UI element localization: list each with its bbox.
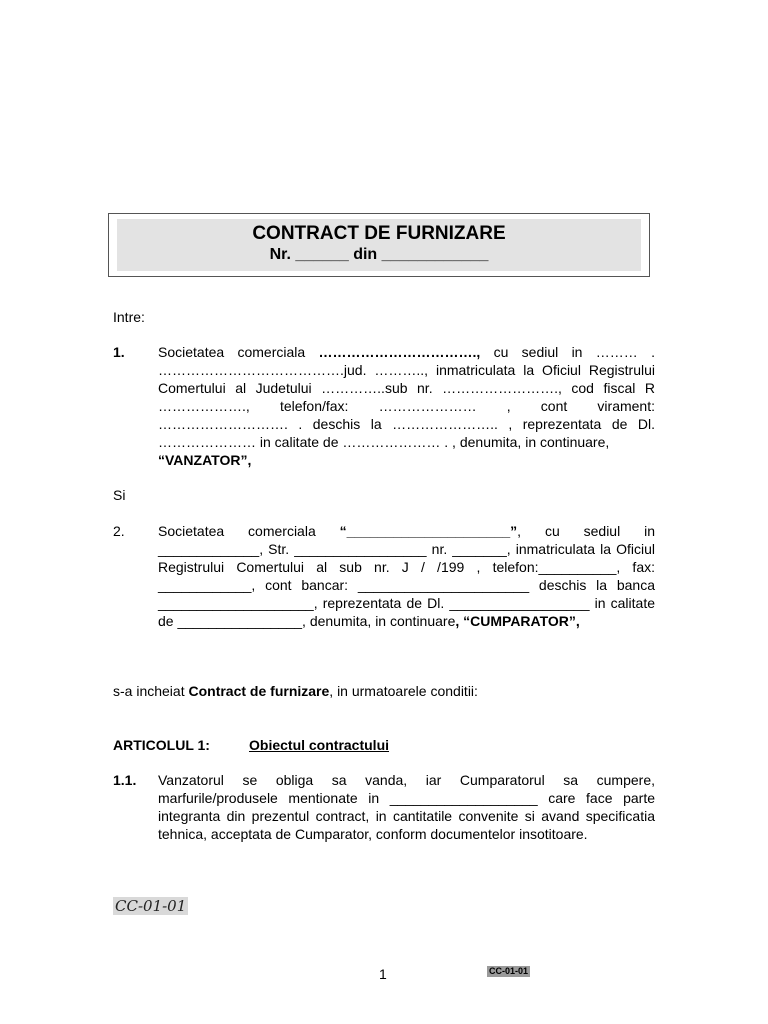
article1-title: Obiectul contractului [249, 737, 390, 753]
intro-text: Intre: [113, 309, 145, 325]
party1-text-rest: cu sediul in ……… . ………………………………….jud. ……….., inmatriculata la Oficiul Registrului Comertului al Judetului …………..sub nr. ……………………., cod fiscal R ………………., telefon/fax: ………………… , cont virament: ………………………. . deschis la ………………….. , reprezentata de Dl. ………………… in calitate de ………………… . , denumita, in continuare, [158, 344, 655, 450]
si-text: Si [113, 487, 126, 503]
party1-role: “VANZATOR”, [158, 452, 252, 468]
concluded-sentence [113, 682, 478, 700]
clause-1-1-number: 1.1. [113, 772, 137, 788]
party2-name-placeholder: “_____________________” [339, 523, 518, 539]
clause-1-1-text: Vanzatorul se obliga sa vanda, iar Cumparatorul sa cumpere, marfurile/produsele mentionate in ___________________ care face parte integranta din prezentul contract, in cantitatile convenite si avand specificatia tehnica, acceptata de Cumparator, conform documentelor insotitoare. [158, 772, 655, 842]
footer-stamp: CC-01-01 [489, 966, 529, 976]
contract-number-line: Nr. ______ din ____________ [269, 246, 489, 263]
page-number: 1 [379, 966, 387, 982]
party1-number: 1. [113, 344, 125, 360]
title-panel [117, 219, 641, 271]
party2-role: , “CUMPARATOR”, [455, 613, 580, 629]
party1-text-start: Societatea comerciala [158, 344, 319, 360]
party1-name-placeholder: ……………………………., [318, 344, 481, 360]
party2-text-rest: , cu sediul in _____________, Str. _________________ nr. _______, inmatriculata la Oficiul Registrului Comertului al sub nr. J / /199 , telefon:__________, fax: ____________, cont bancar: ______________________ deschis la banca ____________________, reprezentata de Dl. __________________ in calitate de ________________, denumita, in continuare [158, 523, 655, 629]
party2-paragraph [158, 522, 655, 630]
concluded-after: , in urmatoarele conditii: [329, 683, 478, 699]
contract-title: CONTRACT DE FURNIZARE [252, 223, 506, 244]
party2-number: 2. [113, 523, 125, 539]
party1-paragraph [158, 343, 655, 469]
title-box [108, 213, 650, 277]
article1-label: ARTICOLUL 1: [113, 737, 210, 753]
footer-code: CC-01-01 [115, 897, 187, 915]
concluded-before: s-a incheiat [113, 683, 189, 699]
party2-text-start: Societatea comerciala [158, 523, 340, 539]
concluded-bold: Contract de furnizare [188, 683, 330, 699]
